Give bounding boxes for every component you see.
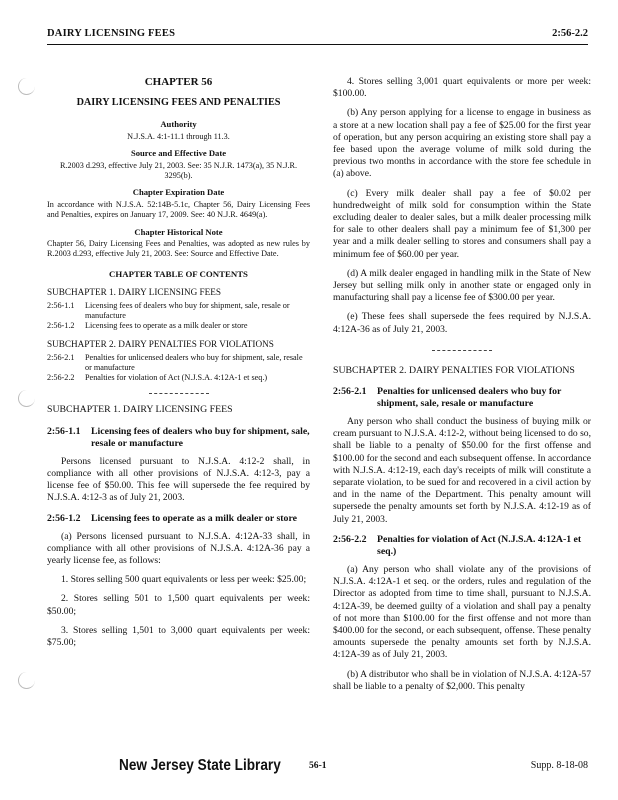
subchapter-1-heading: SUBCHAPTER 1. DAIRY LICENSING FEES: [47, 404, 233, 416]
section-paragraph: (a) Persons licensed pursuant to N.J.S.A. 4:12A-33 shall, in compliance with all other provisions of N.J.S.A. 4:12A-36 pay a yearly license fee, as follows:: [47, 530, 310, 566]
section-divider: [149, 393, 209, 394]
toc-entry-text: Penalties for unlicensed dealers who buy for shipment, sale, resale or manufacture: [85, 353, 303, 373]
punch-hole-icon: [18, 672, 35, 689]
toc-subchapter: SUBCHAPTER 1. DAIRY LICENSING FEES: [47, 287, 221, 298]
header-title: DAIRY LICENSING FEES: [47, 28, 176, 39]
chapter-title: DAIRY LICENSING FEES AND PENALTIES: [76, 97, 281, 109]
authority-text: N.J.S.A. 4:1-11.1 through 11.3.: [127, 131, 230, 141]
page-footer: [47, 757, 588, 781]
chapter-number: CHAPTER 56: [144, 76, 213, 88]
chapter-notes: [47, 119, 310, 259]
header-section-number: 2:56-2.2: [552, 28, 588, 39]
page-number: 56-1: [309, 760, 327, 771]
expiration-heading: Chapter Expiration Date: [132, 187, 225, 198]
toc-entry[interactable]: [47, 321, 310, 331]
expiration-text: In accordance with N.J.S.A. 52:14B-5.1c, Chapter 56, Dairy Licensing Fees and Penalties, expires on January 17, 2009. See: 40 N.J.R. 4649(a).: [47, 199, 310, 220]
section-paragraph: (e) These fees shall supersede the fees required by N.J.S.A. 4:12A-36 as of July 21, 2003.: [333, 311, 591, 335]
list-item: 4. Stores selling 3,001 quart equivalents or more per week: $100.00.: [333, 76, 591, 100]
right-column: [333, 76, 591, 700]
section-number: 2:56-2.1: [333, 386, 367, 398]
section-heading: [47, 426, 310, 450]
toc-entry-number: 2:56-1.1: [47, 301, 75, 311]
subchapter-2-heading: SUBCHAPTER 2. DAIRY PENALTIES FOR VIOLATIONS: [333, 364, 575, 376]
section-paragraph: Any person who shall conduct the business of buying milk or cream pursuant to N.J.S.A. 4:12-2, without being licensed to do so, shall be liable to a penalty of $50.00 for the first offense and $100.00 for the second and each subsequent offense. In accordance with N.J.S.A. 4:12-19, each day's receipts of milk will constitute a separate violation, to be sued for and recovered in a civil action by and in the name of the Department. This penalty amount will supersede the penalty amounts set forth by N.J.S.A. 4:12-19 as of July 21, 2003.: [333, 416, 591, 525]
toc-entry-number: 2:56-1.2: [47, 321, 75, 331]
section-divider: [432, 350, 492, 351]
section-title: Penalties for violation of Act (N.J.S.A. 4:12A-1 et seq.): [377, 533, 582, 557]
section-title: Licensing fees of dealers who buy for shipment, sale, resale or manufacture: [91, 425, 310, 449]
authority-heading: Authority: [160, 119, 197, 130]
section-number: 2:56-1.2: [47, 512, 81, 524]
toc-entry-number: 2:56-2.1: [47, 353, 75, 363]
toc-entry-text: Licensing fees of dealers who buy for shipment, sale, resale or manufacture: [85, 301, 290, 321]
toc-entry[interactable]: [47, 301, 310, 321]
running-header: [47, 26, 588, 45]
library-stamp: New Jersey State Library: [119, 757, 281, 774]
section-paragraph: (a) Any person who shall violate any of the provisions of N.J.S.A. 4:12A-1 et seq. or the orders, rules and regulation of the Director as adopted from time to time shall, pursuant to N.J.S.A. 4:12A-39, be deemed guilty of a violation and shall pay a penalty of not more than $100.00 for the first offense and not more than $400.00 for the second, or each subsequent, offense. These penalty amounts supersede the penalty amounts set forth by N.J.S.A. 4:12A-39 as of July 21, 2003.: [333, 563, 591, 661]
punch-hole-icon: [18, 390, 35, 407]
left-column: [47, 76, 310, 656]
section-title: Licensing fees to operate as a milk dealer or store: [91, 512, 297, 524]
toc-subchapter: SUBCHAPTER 2. DAIRY PENALTIES FOR VIOLATIONS: [47, 339, 274, 350]
section-heading: [333, 386, 591, 410]
toc-entry[interactable]: [47, 353, 310, 373]
section-paragraph: (b) Any person applying for a license to engage in business as a store at a new location shall pay a fee of $25.00 for the first year of operation, but any person acquiring an existing store shall pay a fee based upon the average volume of milk sold during the previous two months in accordance with the store fee schedule in (a) above.: [333, 107, 591, 180]
section-heading: [47, 513, 310, 525]
toc-entry-text: Licensing fees to operate as a milk dealer or store: [85, 321, 248, 331]
section-number: 2:56-2.2: [333, 533, 367, 545]
section-paragraph: (c) Every milk dealer shall pay a fee of $0.02 per hundredweight of milk sold for consumption within the State excluding dealer to dealer sales, but a milk dealer processing milk for sale to other dealers shall pay a minimum fee of $1,300 per year and a milk dealer selling to stores and consumers shall pay a minimum fee of $60.00 per year.: [333, 187, 591, 260]
toc-entry-text: Penalties for violation of Act (N.J.S.A. 4:12A-1 et seq.): [85, 373, 268, 383]
list-item: 2. Stores selling 501 to 1,500 quart equivalents per week: $50.00;: [47, 593, 310, 617]
source-text: R.2003 d.293, effective July 21, 2003. See: 35 N.J.R. 1473(a), 35 N.J.R. 3295(b).: [59, 160, 298, 181]
source-heading: Source and Effective Date: [130, 148, 227, 159]
list-item: 1. Stores selling 500 quart equivalents or less per week: $25.00;: [61, 574, 307, 586]
supplement-date: Supp. 8-18-08: [530, 760, 588, 771]
history-heading: Chapter Historical Note: [134, 226, 223, 237]
section-heading: [333, 534, 591, 558]
section-title: Penalties for unlicensed dealers who buy for shipment, sale, resale or manufacture: [377, 386, 562, 410]
section-paragraph: Persons licensed pursuant to N.J.S.A. 4:12-2 shall, in compliance with all other provisions of N.J.S.A. 4:12-3, pay a license fee of $50.00. This fee will supersede the fee required by N.J.S.A. 4:12-3 as of July 21, 2003.: [47, 455, 310, 504]
section-number: 2:56-1.1: [47, 425, 81, 437]
list-item: 3. Stores selling 1,501 to 3,000 quart equivalents per week: $75.00;: [47, 624, 310, 648]
toc-title: CHAPTER TABLE OF CONTENTS: [109, 268, 248, 279]
toc-entry[interactable]: [47, 373, 310, 383]
section-paragraph: (d) A milk dealer engaged in handling milk in the State of New Jersey but selling milk only in another state or engaged only in manufacturing shall pay a license fee of $300.00 per year.: [333, 267, 591, 304]
section-paragraph: (b) A distributor who shall be in violation of N.J.S.A. 4:12A-57 shall be liable to a penalty of $2,000. This penalty: [333, 668, 591, 692]
toc-entry-number: 2:56-2.2: [47, 373, 75, 383]
punch-hole-icon: [18, 78, 35, 95]
history-text: Chapter 56, Dairy Licensing Fees and Penalties, was adopted as new rules by R.2003 d.293, effective July 21, 2003. See: Source and Effective Date.: [47, 239, 310, 259]
